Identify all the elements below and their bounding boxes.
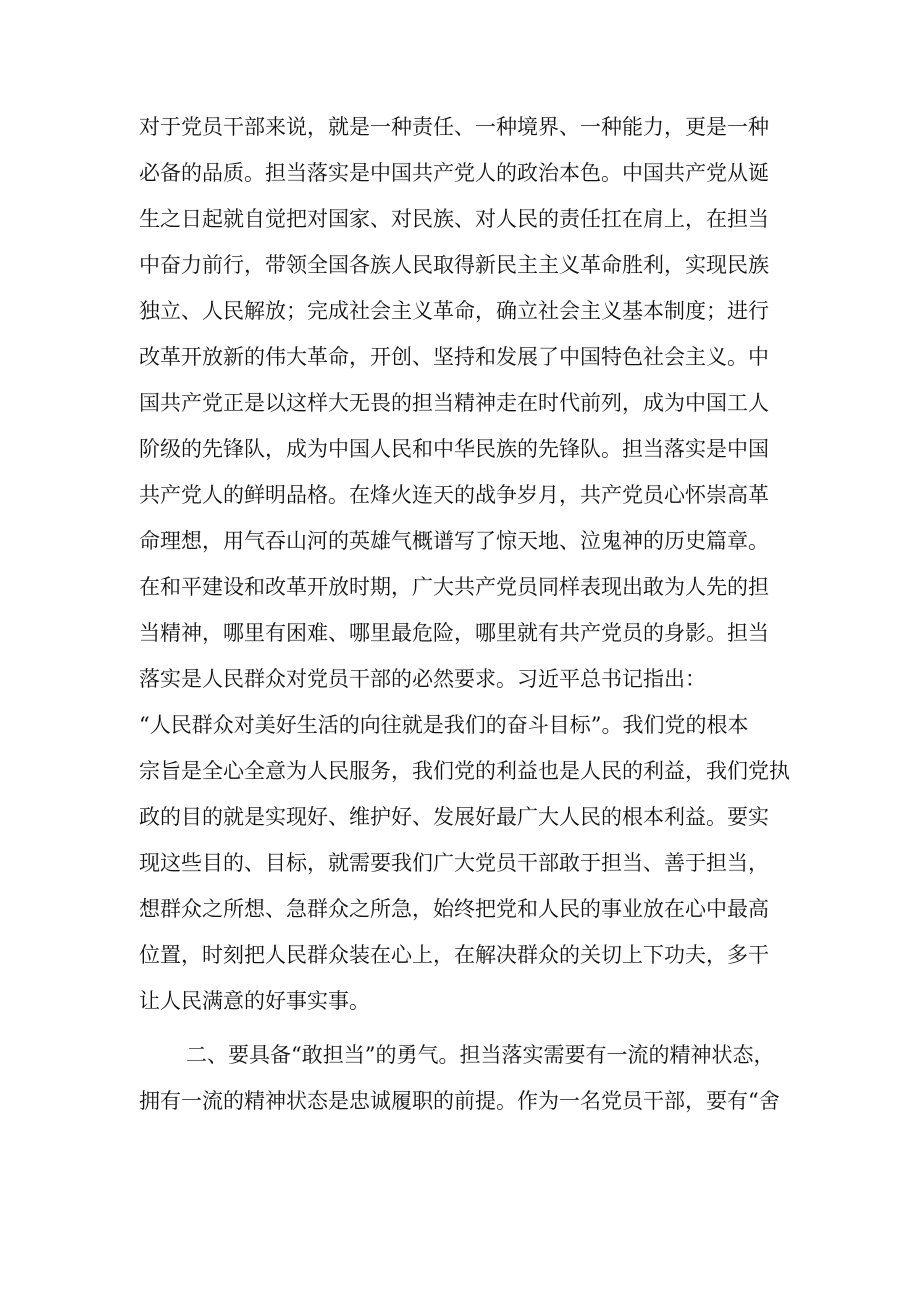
text-line: 政的目的就是实现好、维护好、发展好最广大人民的根本利益。要实 — [139, 805, 769, 829]
text-line: 想群众之所想、急群众之所急，始终把党和人民的事业放在心中最高 — [139, 897, 769, 921]
text-line: 生之日起就自觉把对国家、对民族、对人民的责任扛在肩上，在担当 — [139, 207, 769, 231]
section-heading-line: 二、要具备“敢担当”的勇气。担当落实需要有一流的精神状态， — [186, 1043, 775, 1067]
text-line: 对于党员干部来说，就是一种责任、一种境界、一种能力，更是一种 — [139, 115, 769, 139]
text-line: 在和平建设和改革开放时期，广大共产党员同样表现出敢为人先的担 — [139, 575, 769, 599]
text-line: 中奋力前行，带领全国各族人民取得新民主主义革命胜利，实现民族 — [139, 253, 769, 277]
text-line: “人民群众对美好生活的向往就是我们的奋斗目标”。我们党的根本 — [139, 713, 749, 737]
text-line: 现这些目的、目标，就需要我们广大党员干部敢于担当、善于担当， — [139, 851, 769, 875]
text-line: 改革开放新的伟大革命，开创、坚持和发展了中国特色社会主义。中 — [139, 345, 769, 369]
text-line: 落实是人民群众对党员干部的必然要求。习近平总书记指出： — [139, 667, 706, 691]
text-line: 位置，时刻把人民群众装在心上，在解决群众的关切上下功夫，多干 — [139, 943, 769, 967]
text-line: 阶级的先锋队，成为中国人民和中华民族的先锋队。担当落实是中国 — [139, 437, 769, 461]
text-line: 当精神，哪里有困难、哪里最危险，哪里就有共产党员的身影。担当 — [139, 621, 769, 645]
text-line: 国共产党正是以这样大无畏的担当精神走在时代前列，成为中国工人 — [139, 391, 769, 415]
text-line: 独立、人民解放；完成社会主义革命，确立社会主义基本制度；进行 — [139, 299, 769, 323]
text-line: 宗旨是全心全意为人民服务，我们党的利益也是人民的利益，我们党执 — [139, 759, 790, 783]
text-line: 让人民满意的好事实事。 — [139, 989, 370, 1013]
text-line: 共产党人的鲜明品格。在烽火连天的战争岁月，共产党员心怀崇高革 — [139, 483, 769, 507]
text-line: 必备的品质。担当落实是中国共产党人的政治本色。中国共产党从诞 — [139, 161, 769, 185]
text-line: 命理想，用气吞山河的英雄气概谱写了惊天地、泣鬼神的历史篇章。 — [139, 529, 769, 553]
text-line: 拥有一流的精神状态是忠诚履职的前提。作为一名党员干部，要有“舍 — [139, 1089, 780, 1113]
